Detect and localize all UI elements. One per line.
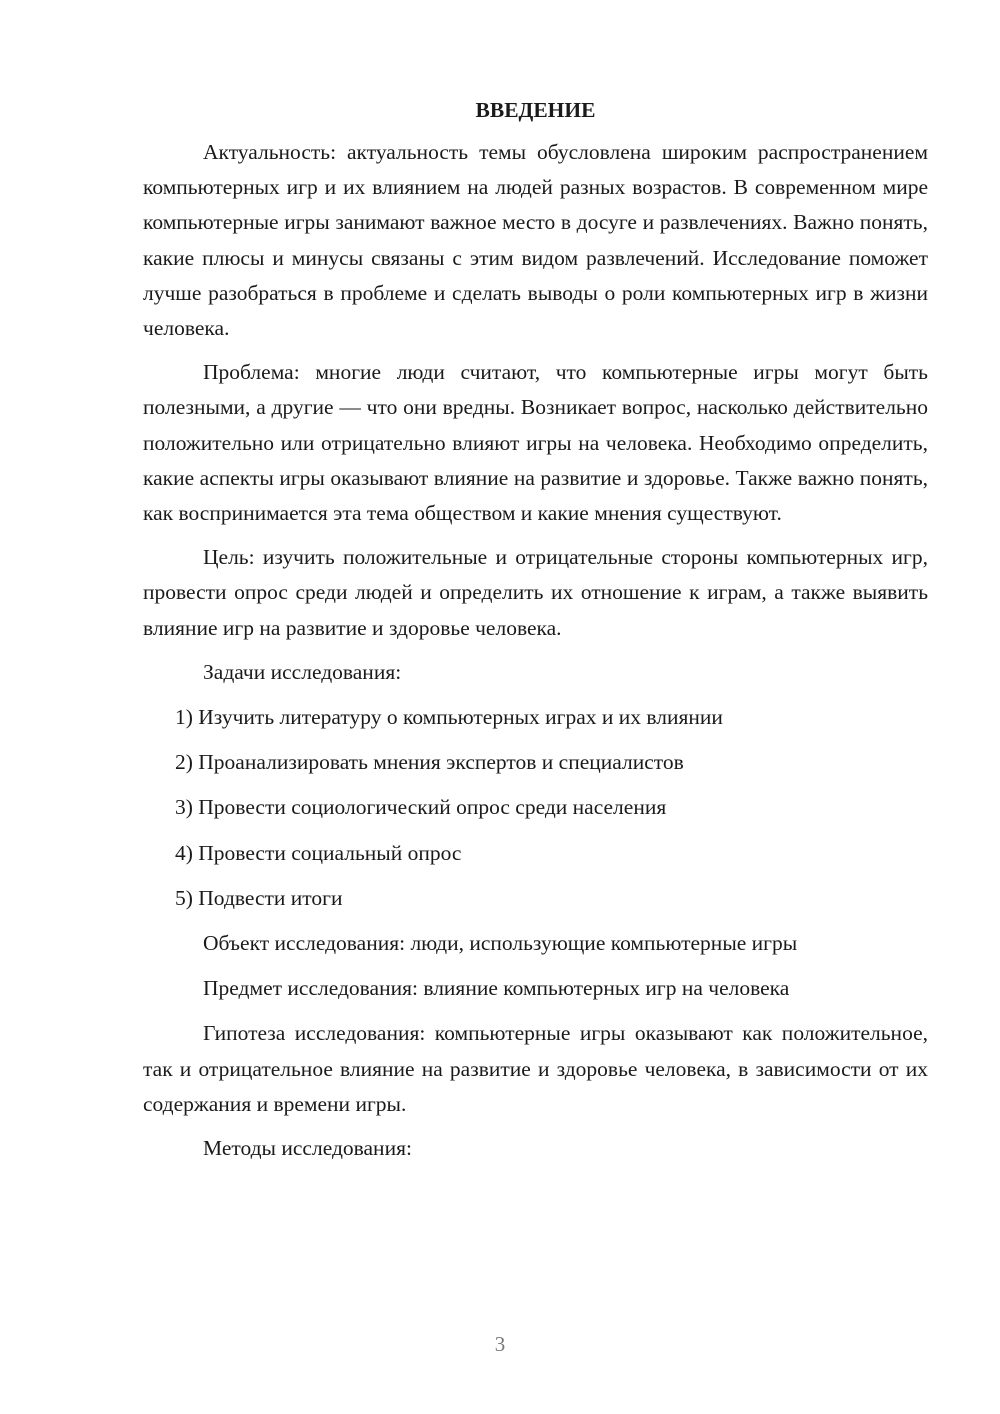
page-title: ВВЕДЕНИЕ	[475, 98, 596, 122]
research-object: Объект исследования: люди, использующие компьютерные игры	[203, 931, 798, 956]
research-subject: Предмет исследования: влияние компьютерных игр на человека	[203, 976, 790, 1001]
methods-heading: Методы исследования:	[203, 1136, 412, 1161]
list-item-task-3: 3) Провести социологический опрос среди населения	[175, 795, 667, 820]
page-number: 3	[494, 1332, 506, 1356]
list-item-task-5: 5) Подвести итоги	[175, 885, 343, 910]
paragraph-problem: Проблема: многие люди считают, что компьютерные игры могут быть полезными, а другие — что они вредны. Возникает вопрос, насколько действительно положительно или отрицательно влияют игры на человека. Необходимо определить, какие аспекты игры оказывают влияние на развитие и здоровье. Также важно понять, как воспринимается эта тема обществом и какие мнения существуют.	[143, 360, 928, 526]
document-page	[143, 92, 928, 1176]
paragraph-relevance: Актуальность: актуальность темы обусловлена широким распространением компьютерных игр и их влиянием на людей разных возрастов. В современном мире компьютерные игры занимают важное место в досуге и развлечениях. Важно понять, какие плюсы и минусы связаны с этим видом развлечений. Исследование поможет лучше разобраться в проблеме и сделать выводы о роли компьютерных игр в жизни человека.	[143, 140, 928, 341]
list-item-task-2: 2) Проанализировать мнения экспертов и специалистов	[175, 750, 684, 775]
list-item-task-4: 4) Провести социальный опрос	[175, 840, 462, 865]
list-item-task-1: 1) Изучить литературу о компьютерных играх и их влиянии	[175, 705, 723, 730]
paragraph-goal: Цель: изучить положительные и отрицательные стороны компьютерных игр, провести опрос среди людей и определить их отношение к играм, а также выявить влияние игр на развитие и здоровье человека.	[143, 545, 928, 640]
tasks-heading: Задачи исследования:	[203, 659, 402, 684]
paragraph-hypothesis: Гипотеза исследования: компьютерные игры оказывают как положительное, так и отрицательное влияние на развитие и здоровье человека, в зависимости от их содержания и времени игры.	[143, 1021, 928, 1116]
